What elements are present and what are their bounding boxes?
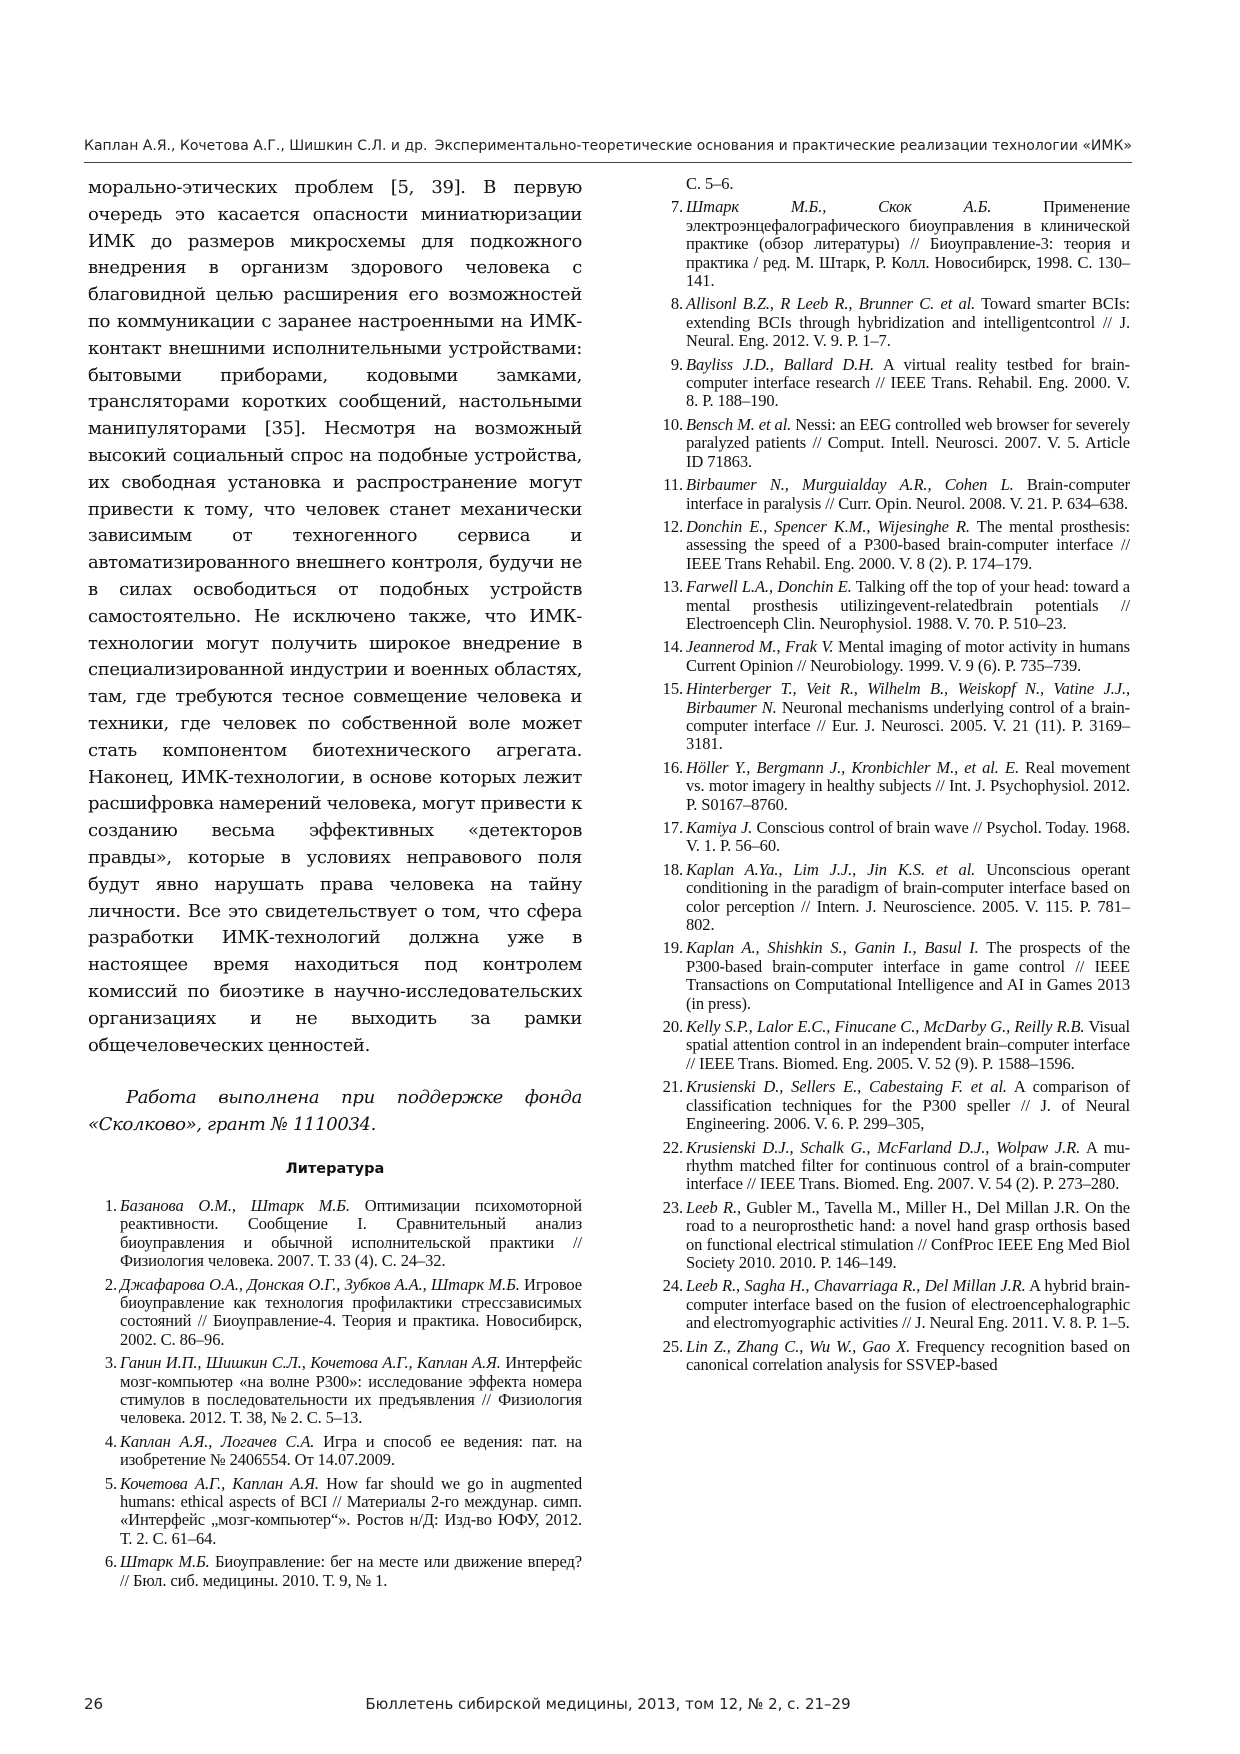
- reference-text: Visual spatial attention control in an independent brain–computer interface // IEEE Trans. Biomed. Eng. 2005. V. 52 (9). P. 1588–1596.: [686, 1017, 1131, 1073]
- reference-authors: Джафарова О.А., Донская О.Г., Зубков А.А., Штарк М.Б.: [120, 1274, 520, 1294]
- reference-text: Toward smarter BCIs: extending BCIs through hybridization and intelligentcontrol // J. Neural. Eng. 2012. V. 9. P. 1–7.: [686, 294, 1130, 351]
- reference-authors: Кочетова А.Г., Каплан А.Я.: [120, 1473, 319, 1493]
- reference-authors: Donchin E., Spencer K.M., Wijesinghe R.: [686, 516, 970, 536]
- reference-text: The mental prosthesis: assessing the speed of a P300-based brain-computer interface // IEEE Trans Rehabil. Eng. 2000. V. 8 (2). P. 174–179.: [686, 516, 1130, 573]
- reference-item: [88, 1197, 582, 1271]
- reference-text: Интерфейс мозг-компьютер «на волне Р300»: исследование эффекта номера стимулов в последовательности их предъявления // Физиология человека. 2012. Т. 38, № 2. С. 5–13.: [120, 1353, 583, 1428]
- reference-authors: Höller Y., Bergmann J., Kronbichler M., et al. E.: [686, 757, 1019, 777]
- reference-number: 20.: [662, 1017, 683, 1037]
- reference-number: 5.: [104, 1473, 117, 1493]
- reference-number: 4.: [104, 1431, 117, 1451]
- reference-item: [654, 638, 1130, 675]
- reference-text: Mental imaging of motor activity in humans Current Opinion // Neurobiology. 1999. V. 9 (6). P. 735–739.: [686, 637, 1130, 675]
- reference-text: Real movement vs. motor imagery in healthy subjects // Int. J. Psychophysiol. 2012. P. S0167–8760.: [686, 757, 1130, 814]
- reference-number: 10.: [662, 414, 683, 434]
- reference-authors: Kaplan A., Shishkin S., Ganin I., Basul I.: [686, 938, 979, 958]
- reference-text: How far should we go in augmented humans: ethical aspects of BCI // Материалы 2-го междунар. симп. «Интерфейс „мозг-компьютер“». Ростов н/Д: Изд-во ЮФУ, 2012. Т. 2. С. 61–64.: [120, 1473, 582, 1548]
- reference-authors: Kaplan A.Ya., Lim J.J., Jin K.S. et al.: [686, 859, 976, 879]
- left-column: [88, 175, 582, 1595]
- reference-number: 19.: [662, 938, 683, 958]
- reference-authors: Kelly S.P., Lalor E.C., Finucane C., McDarby G., Reilly R.B.: [686, 1017, 1085, 1037]
- reference-item: [654, 1277, 1130, 1332]
- reference-number: 21.: [662, 1077, 683, 1097]
- grant-acknowledgement: Работа выполнена при поддержке фонда «Сколково», грант № 1110034.: [88, 1087, 582, 1136]
- reference-authors: Leeb R., Sagha H., Chavarriaga R., Del Millan J.R.: [686, 1276, 1026, 1296]
- reference-item: [654, 1338, 1130, 1375]
- reference-text: Frequency recognition based on canonical correlation analysis for SSVEP-based: [686, 1336, 1130, 1374]
- reference-item: [654, 198, 1130, 290]
- reference-authors: Jeannerod M., Frak V.: [686, 637, 834, 657]
- reference-item: [654, 295, 1130, 350]
- reference-item: [88, 1475, 582, 1549]
- reference-item: [654, 939, 1130, 1013]
- references-heading: Литература: [285, 1160, 385, 1177]
- journal-citation: Бюллетень сибирской медицины, 2013, том 12, № 2, с. 21–29: [365, 1695, 851, 1713]
- reference-continuation: [654, 175, 1130, 193]
- reference-text: Talking off the top of your head: toward a mental prosthesis utilizingevent-relatedbrain potentials // Electroenceph Clin. Neurophysiol. 1988. V. 70. P. 510–23.: [686, 577, 1130, 633]
- reference-item: [654, 578, 1130, 633]
- reference-authors: Bayliss J.D., Ballard D.H.: [686, 354, 875, 374]
- reference-text: Unconscious operant conditioning in the paradigm of brain-computer interface based on color perception // Intern. J. Neuroscience. 2005. V. 115. P. 781–802.: [686, 859, 1130, 935]
- reference-item: [654, 1018, 1130, 1073]
- running-header: [84, 138, 1132, 154]
- reference-item: [654, 356, 1130, 411]
- reference-authors: Штарк М.Б.: [120, 1552, 210, 1572]
- reference-number: 15.: [662, 679, 683, 699]
- reference-item: [654, 476, 1130, 513]
- reference-number: 17.: [662, 818, 683, 837]
- reference-text: Игровое биоуправление как технология профилактики стрессзависимых состояний // Биоуправление-4. Теория и практика. Новосибирск, 2002. С. 86–96.: [120, 1274, 582, 1349]
- reference-number: 6.: [104, 1552, 117, 1572]
- reference-item: [88, 1276, 582, 1350]
- reference-text: Применение электроэнцефалографического биоуправления в клинической практике (обзор литературы) // Биоуправление-3: теория и практика / ред. М. Штарк, Р. Колл. Новосибирск, 1998. С. 130–141.: [686, 197, 1130, 291]
- reference-number: 8.: [670, 294, 683, 314]
- reference-item: [88, 1433, 582, 1470]
- body-paragraph: морально-этических проблем [5, 39]. В первую очередь это касается опасности миниатюризации ИМК до размеров микросхемы для подкожного внедрения в организм здорового человека с благовидной целью расширения его возможностей по коммуникации с заранее настроенными на ИМК-контакт внешними исполнительными устройствами: бытовыми приборами, кодовыми замками, трансляторами коротких сообщений, настольными манипуляторами [35]. Несмотря на возможный высокий социальный спрос на подобные устройства, их свободная установка и распространение могут привести к тому, что человек станет механически зависимым от техногенного сервиса и автоматизированного внешнего контроля, будучи не в силах освободиться от подобных устройств самостоятельно. Не исключено также, что ИМК-технологии могут получить широкое внедрение в специализированной индустрии и военных областях, там, где требуются тесное совмещение человека и техники, где человек по собственной воле может стать компонентом биотехнического агрегата. Наконец, ИМК-технологии, в основе которых лежит расшифровка намерений человека, могут привести к созданию весьма эффективных «детекторов правды», которые в условиях неправового поля будут явно нарушать права человека на тайну личности. Все это свидетельствует о том, что сфера разработки ИМК-технологий должна уже в настоящее время находиться под контролем комиссий по биоэтике в научно-исследовательских организациях и не выходить за рамки общечеловеческих ценностей.: [88, 177, 582, 1056]
- reference-authors: Штарк М.Б., Скок А.Б.: [686, 197, 992, 217]
- reference-item: [654, 861, 1130, 935]
- reference-number: 11.: [663, 475, 683, 495]
- reference-number: 16.: [662, 757, 683, 777]
- header-title: Экспериментально-теоретические основания и практические реализации технологии «ИМК»: [434, 138, 1132, 154]
- reference-number: 7.: [670, 197, 683, 217]
- reference-number: 2.: [104, 1274, 117, 1294]
- reference-text: Биоуправление: бег на месте или движение вперед? // Бюл. сиб. медицины. 2010. Т. 9, № 1.: [120, 1552, 582, 1590]
- reference-authors: Hinterberger T., Veit R., Wilhelm B., Weiskopf N., Vatine J.J., Birbaumer N.: [686, 679, 1130, 717]
- reference-number: 9.: [670, 354, 683, 374]
- reference-authors: Krusienski D.J., Schalk G., McFarland D.J., Wolpaw J.R.: [686, 1137, 1081, 1157]
- reference-item: [654, 1139, 1130, 1194]
- references-list-right: [654, 175, 1130, 1379]
- header-rule: [84, 162, 1132, 163]
- reference-item: [654, 1078, 1130, 1133]
- reference-number: 24.: [662, 1276, 683, 1296]
- references-list-left: [88, 1197, 582, 1590]
- reference-text: Neuronal mechanisms underlying control of a brain-computer interface // Eur. J. Neurosci. 2005. V. 21 (11). P. 3169–3181.: [686, 697, 1130, 754]
- reference-authors: Leeb R.,: [686, 1197, 742, 1217]
- reference-number: 22.: [662, 1137, 683, 1157]
- reference-authors: Bensch M. et al.: [686, 414, 792, 434]
- reference-text: A mu-rhythm matched filter for continuous control of a brain-computer interface // IEEE Trans. Biomed. Eng. 2007. V. 54 (2). P. 273–280.: [686, 1137, 1130, 1194]
- reference-authors: Ганин И.П., Шишкин С.Л., Кочетова А.Г., Каплан А.Я.: [120, 1353, 501, 1373]
- reference-item: [654, 759, 1130, 814]
- reference-text: Nessi: an EEG controlled web browser for severely paralyzed patients // Comput. Intell. Neurosci. 2007. V. 5. Article ID 71863.: [686, 414, 1130, 471]
- reference-authors: Birbaumer N., Murguialday A.R., Cohen L.: [686, 475, 1014, 495]
- reference-authors: Allisonl B.Z., R Leeb R., Brunner C. et al.: [686, 294, 976, 314]
- reference-text: The prospects of the P300-based brain-computer interface in game control // IEEE Transactions on Computational Intelligence and AI in Games 2013 (in press).: [686, 938, 1130, 1013]
- reference-text: Conscious control of brain wave // Psychol. Today. 1968. V. 1. P. 56–60.: [686, 818, 1130, 856]
- reference-text: A comparison of classification techniques for the P300 speller // J. of Neural Engineering. 2006. V. 6. P. 299–305,: [686, 1077, 1130, 1134]
- reference-item: [88, 1354, 582, 1428]
- reference-text: Игра и способ ее ведения: пат. на изобретение № 2406554. От 14.07.2009.: [120, 1431, 582, 1470]
- reference-authors: Farwell L.A., Donchin E.: [686, 577, 852, 597]
- reference-continuation-text: С. 5–6.: [686, 174, 734, 193]
- reference-text: Оптимизации психомоторной реактивности. Сообщение I. Сравнительный анализ биоуправления и обычной исполнительской практики // Физиология человека. 2007. Т. 33 (4). С. 24–32.: [120, 1195, 582, 1271]
- reference-item: [654, 518, 1130, 573]
- reference-number: 25.: [662, 1336, 683, 1356]
- reference-number: 13.: [662, 577, 683, 597]
- reference-number: 18.: [662, 859, 683, 879]
- reference-number: 23.: [662, 1197, 683, 1217]
- reference-authors: Krusienski D., Sellers E., Cabestaing F. et al.: [686, 1077, 1007, 1097]
- reference-authors: Lin Z., Zhang C., Wu W., Gao X.: [686, 1336, 911, 1356]
- reference-text: Gubler M., Tavella M., Miller H., Del Millan J.R. On the road to a neuroprosthetic hand: a novel hand grasp orthosis based on functional electrical stimulation // ConfProc IEEE Eng Med Biol Society 2010. 2010. P. 146–149.: [686, 1197, 1130, 1272]
- reference-number: 3.: [104, 1353, 117, 1373]
- reference-item: [654, 416, 1130, 471]
- reference-text: Brain-computer interface in paralysis // Curr. Opin. Neurol. 2008. V. 21. P. 634–638.: [686, 475, 1130, 513]
- reference-number: 14.: [662, 637, 683, 657]
- reference-item: [654, 680, 1130, 754]
- reference-number: 1.: [104, 1195, 117, 1215]
- reference-item: [654, 819, 1130, 856]
- reference-authors: Каплан А.Я., Логачев С.А.: [120, 1431, 315, 1451]
- reference-number: 12.: [662, 516, 683, 536]
- header-authors: Каплан А.Я., Кочетова А.Г., Шишкин С.Л. и др.: [84, 138, 428, 154]
- reference-text: A hybrid brain-computer interface based on the fusion of electroencephalographic and electromyographic activities // J. Neural Eng. 2011. V. 8. P. 1–5.: [686, 1276, 1130, 1333]
- reference-item: [88, 1553, 582, 1590]
- reference-authors: Базанова О.М., Штарк М.Б.: [120, 1195, 350, 1215]
- reference-authors: Kamiya J.: [686, 818, 753, 837]
- reference-item: [654, 1199, 1130, 1273]
- reference-text: A virtual reality testbed for brain-computer interface research // IEEE Trans. Rehabil. Eng. 2000. V. 8. P. 188–190.: [686, 354, 1130, 411]
- page-number: 26: [84, 1695, 104, 1713]
